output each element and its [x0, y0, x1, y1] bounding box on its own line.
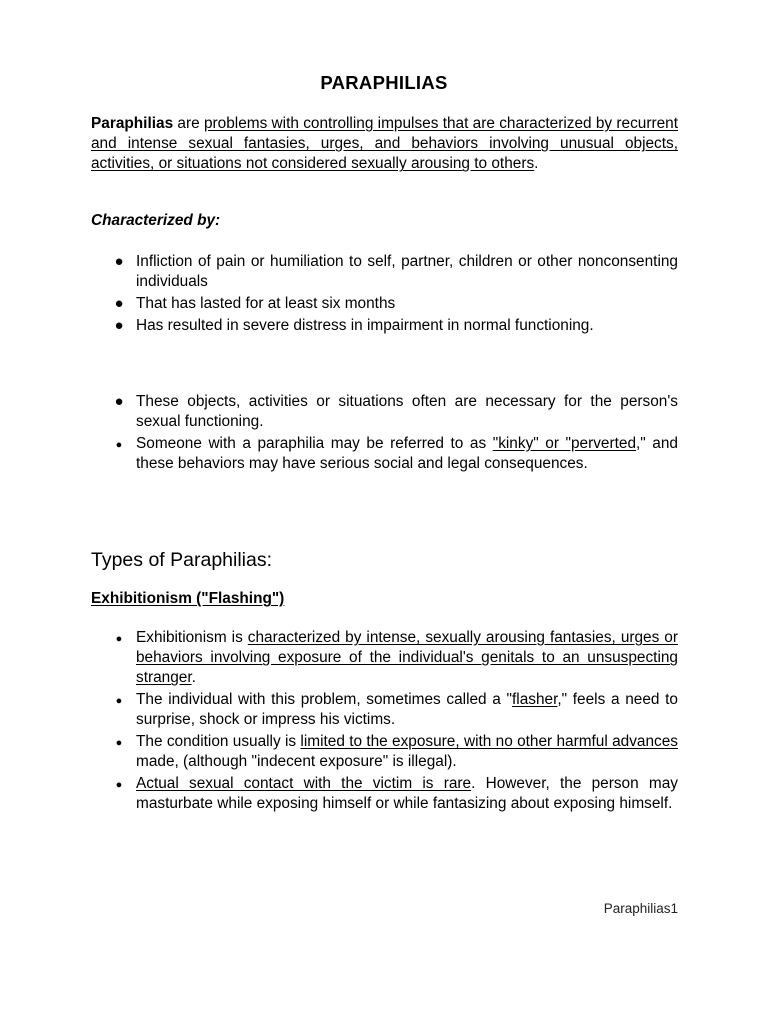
text-span: The individual with this problem, sometimes called a " — [136, 691, 512, 709]
bullet-icon: ● — [114, 316, 124, 334]
underlined-text: limited to the exposure, with no other harmful advances — [300, 733, 678, 751]
text-span: made, (although "indecent exposure" is illegal). — [136, 753, 457, 771]
list-item — [91, 732, 678, 772]
intro-end: . — [534, 155, 539, 173]
intro-term: Paraphilias — [91, 115, 174, 132]
list-item — [91, 690, 678, 730]
list-item — [91, 774, 678, 814]
text-span: The condition usually is — [136, 733, 301, 751]
note-text-after: ," and these behaviors may have serious social and legal consequences. — [136, 434, 678, 473]
bullet-icon: ● — [115, 695, 123, 708]
exhibitionism-heading: Exhibitionism ("Flashing") — [91, 590, 285, 607]
characterized-heading: Characterized by: — [91, 212, 221, 229]
bullet-icon: ● — [114, 253, 124, 270]
flasher-link[interactable]: flasher — [512, 691, 558, 709]
list-item — [91, 252, 678, 292]
underlined-text: Actual sexual contact with the victim is rare — [136, 774, 472, 792]
notes-list — [91, 392, 678, 476]
list-item-text: That has lasted for at least six months — [136, 294, 396, 312]
list-item — [91, 434, 678, 474]
list-item-text: Infliction of pain or humiliation to self, partner, children or other nonconsenting individuals — [136, 253, 678, 291]
perverted-link[interactable]: "perverted — [565, 434, 637, 452]
kinky-link[interactable]: "kinky" or — [492, 434, 566, 452]
underlined-text: characterized by intense, sexually arousing fantasies, urges or behaviors involving exposure of the individual's genitals to an unsuspecting stranger — [136, 629, 678, 687]
bullet-icon: ● — [115, 737, 123, 750]
exhibitionism-list — [91, 628, 678, 816]
bullet-icon: ● — [115, 438, 123, 451]
bullet-icon: ● — [114, 294, 124, 312]
characterized-list — [91, 252, 678, 337]
text-span: Exhibitionism is — [136, 629, 248, 646]
bullet-icon: ● — [115, 778, 123, 791]
list-item — [91, 316, 678, 336]
list-item — [91, 628, 678, 689]
list-item — [91, 392, 678, 432]
text-span: . However, the person may masturbate while exposing himself or while fantasizing about exposing himself. — [136, 774, 678, 813]
note-text-before: Someone with a paraphilia may be referred to as — [136, 434, 493, 452]
bullet-icon: ● — [114, 393, 124, 410]
list-item-text: Has resulted in severe distress in impairment in normal functioning. — [136, 316, 594, 334]
bullet-icon: ● — [115, 633, 123, 645]
text-span: . — [191, 669, 196, 687]
intro-verb: are — [173, 115, 204, 132]
list-item-text: These objects, activities or situations often are necessary for the person's sexual functioning. — [136, 393, 678, 431]
intro-paragraph — [91, 114, 678, 175]
list-item — [91, 294, 678, 314]
intro-definition: problems with controlling impulses that are characterized by recurrent and intense sexual fantasies, urges, and behaviors involving unusual objects, activities, or situations not considered sexually arousing to others — [91, 115, 679, 173]
text-span: ," feels a need to surprise, shock or impress his victims. — [136, 691, 678, 729]
types-heading: Types of Paraphilias: — [91, 549, 273, 571]
page-footer: Paraphilias1 — [603, 901, 678, 916]
page-title: PARAPHILIAS — [320, 72, 448, 93]
